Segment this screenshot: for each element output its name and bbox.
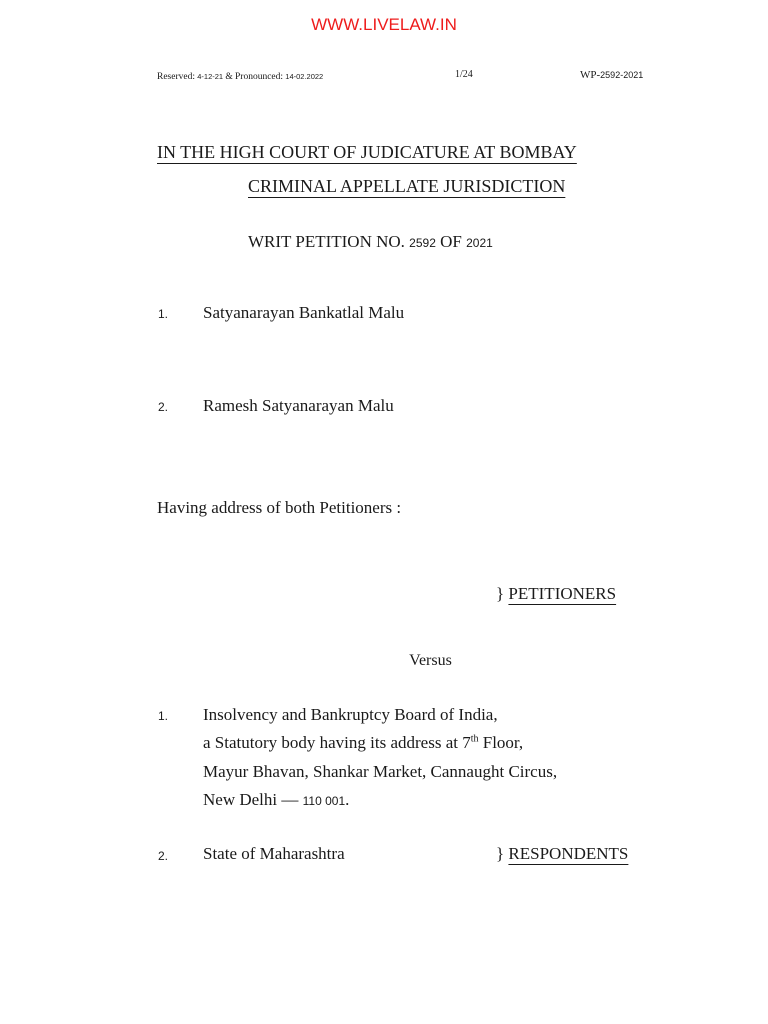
petitioner-2-name: Ramesh Satyanarayan Malu <box>203 396 394 415</box>
respondent-1-name: Insolvency and Bankruptcy Board of India, <box>203 705 498 724</box>
livelaw-watermark: WWW.LIVELAW.IN <box>311 15 457 34</box>
ordinal-suffix: th <box>470 733 479 745</box>
respondents-label: RESPONDENTS <box>508 844 629 863</box>
petitioner-1-index: 1. <box>158 307 169 321</box>
respondent-2-index: 2. <box>158 849 169 863</box>
period: . <box>345 790 350 809</box>
wp-number: 2592-2021 <box>600 70 644 80</box>
petitioner-2-index: 2. <box>158 400 169 414</box>
respondent-2-name: State of Maharashtra <box>203 844 345 863</box>
respondent-1-address-line-1 <box>203 733 523 753</box>
writ-petition-number <box>248 232 493 252</box>
wp-prefix: WP- <box>580 69 601 81</box>
respondent-1-address-line-2: Mayur Bhavan, Shankar Market, Cannaught Circus, <box>203 762 558 781</box>
address-line: Having address of both Petitioners : <box>157 498 402 517</box>
ampersand: & <box>225 72 233 82</box>
respondents-brace: } <box>496 844 505 863</box>
jurisdiction-title: CRIMINAL APPELLATE JURISDICTION <box>248 176 566 196</box>
respondents-label-group <box>496 844 628 864</box>
court-title: IN THE HIGH COURT OF JUDICATURE AT BOMBAY <box>157 142 577 162</box>
wp-reference <box>580 69 643 81</box>
petitioners-label-group <box>496 584 616 604</box>
reserved-pronounced-header <box>157 71 323 82</box>
reserved-label: Reserved: <box>157 72 195 82</box>
address-text-cont: Floor, <box>478 733 524 752</box>
address-text: a Statutory body having its address at 7 <box>203 733 471 752</box>
petition-prefix: WRIT PETITION NO. <box>248 232 405 251</box>
petitioner-1-name: Satyanarayan Bankatlal Malu <box>203 303 405 322</box>
petitioners-label: PETITIONERS <box>508 584 617 603</box>
petition-year: 2021 <box>466 236 493 250</box>
petition-number: 2592 <box>409 236 436 250</box>
respondent-1-index: 1. <box>158 709 169 723</box>
versus-label: Versus <box>409 652 452 669</box>
pin-code: 110 001 <box>302 794 346 808</box>
reserved-date: 4-12-21 <box>197 72 224 81</box>
petitioners-brace: } <box>496 584 505 603</box>
pronounced-date: 14-02.2022 <box>285 72 324 81</box>
city-text: New Delhi — <box>203 790 303 809</box>
petition-of: OF <box>440 232 462 251</box>
respondent-1-address-line-3 <box>203 790 349 810</box>
page-number: 1/24 <box>455 69 473 80</box>
pronounced-label: Pronounced: <box>235 72 284 82</box>
